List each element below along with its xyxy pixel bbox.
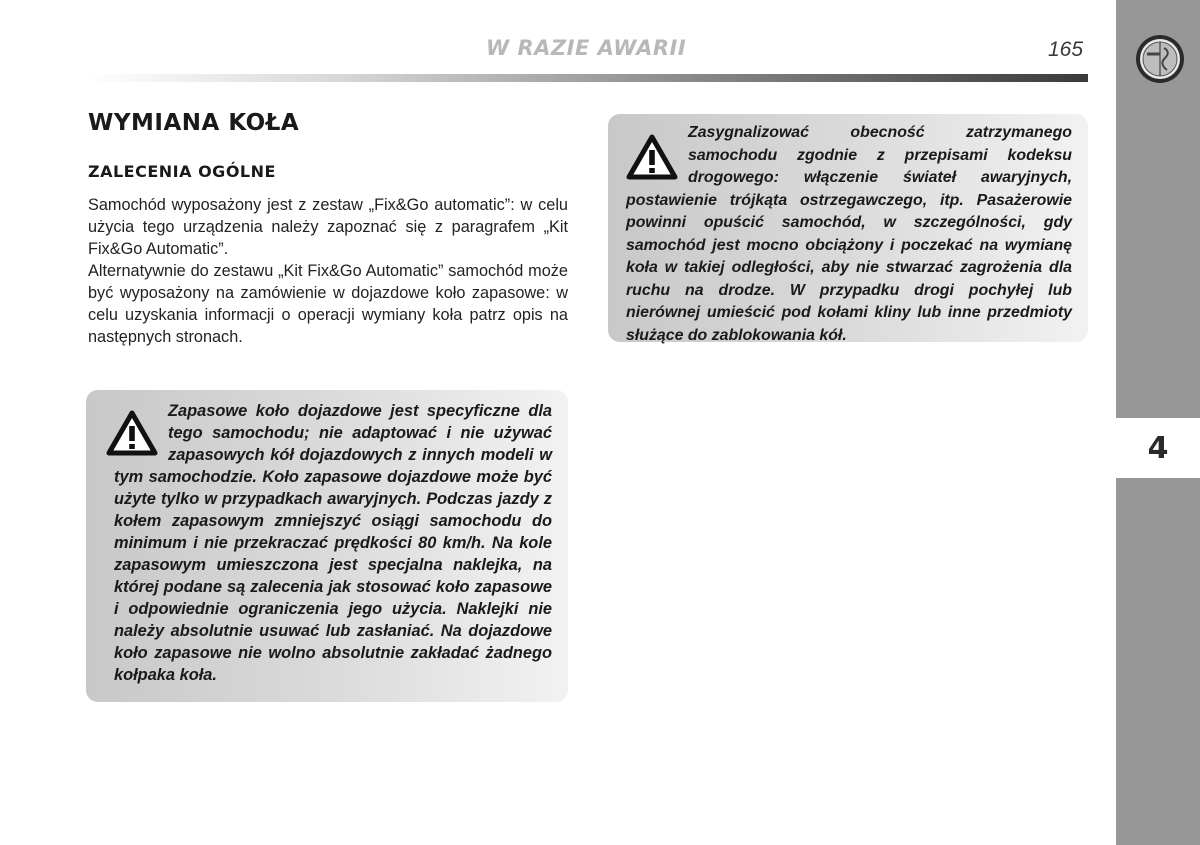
section-title: WYMIANA KOŁA (88, 110, 300, 136)
warning-text: Zapasowe koło dojazdowe jest specyficzne dla tego samochodu; nie adaptować i nie używać zapasowych kół dojazdowych z innych modeli w tym samochodzie. Koło zapasowe dojazdowe może być użyte tylko w przypadkach awaryjnych. Podczas jazdy z kołem zapasowym zmniejszyć osiągi samochodu do minimum i nie przekraczać prędkości 80 km/h. Na kole zapasowym umieszczona jest specjalna naklejka, na której podane są zalecenia jak stosować koło zapasowe i odpowiednie ograniczenia jego użycia. Naklejki nie należy absolutnie usuwać lub zasłaniać. Na dojazdowe koło zapasowe nie wolno absolutnie zakładać żadnego kołpaka koła. (114, 402, 552, 684)
warning-triangle-icon (626, 134, 678, 180)
chapter-number-tab (1116, 418, 1200, 478)
chapter-number: 4 (1147, 430, 1169, 466)
warning-box-spare-wheel (86, 390, 568, 702)
body-paragraph: Alternatywnie do zestawu „Kit Fix&Go Automatic” samochód może być wyposażony na zamówienie w dojazdowe koło zapasowe: w celu uzyskania informacji o operacji wymiany koła patrz opis na następnych stronach. (88, 262, 568, 346)
warning-triangle-icon (106, 410, 158, 456)
body-paragraph: Samochód wyposażony jest z zestaw „Fix&Go automatic”: w celu użycia tego urządzenia należy zapoznać się z paragrafem „Kit Fix&Go Automatic”. (88, 196, 568, 258)
warning-box-stopped-vehicle (608, 114, 1088, 342)
brand-logo-icon (1135, 34, 1185, 84)
header-rule (86, 74, 1088, 82)
subsection-title: ZALECENIA OGÓLNE (88, 162, 276, 181)
warning-text: Zasygnalizować obecność zatrzymanego samochodu zgodnie z przepisami kodeksu drogowego: włączenie świateł awaryjnych, postawienie trójkąta ostrzegawczego, itp. Pasażerowie powinni opuścić samochód, w szczególności, gdy samochód jest mocno obciążony i poczekać na wymianę koła w takiej odległości, aby nie stwarzać zagrożenia dla ruchu na drodze. W przypadku drogi pochyłej lub nierównej umieścić pod kołami kliny lub inne przedmioty służące do zablokowania kół. (626, 124, 1072, 344)
running-header-title: W RAZIE AWARII (486, 36, 687, 60)
page-number: 165 (1048, 38, 1084, 61)
body-text (88, 194, 568, 348)
